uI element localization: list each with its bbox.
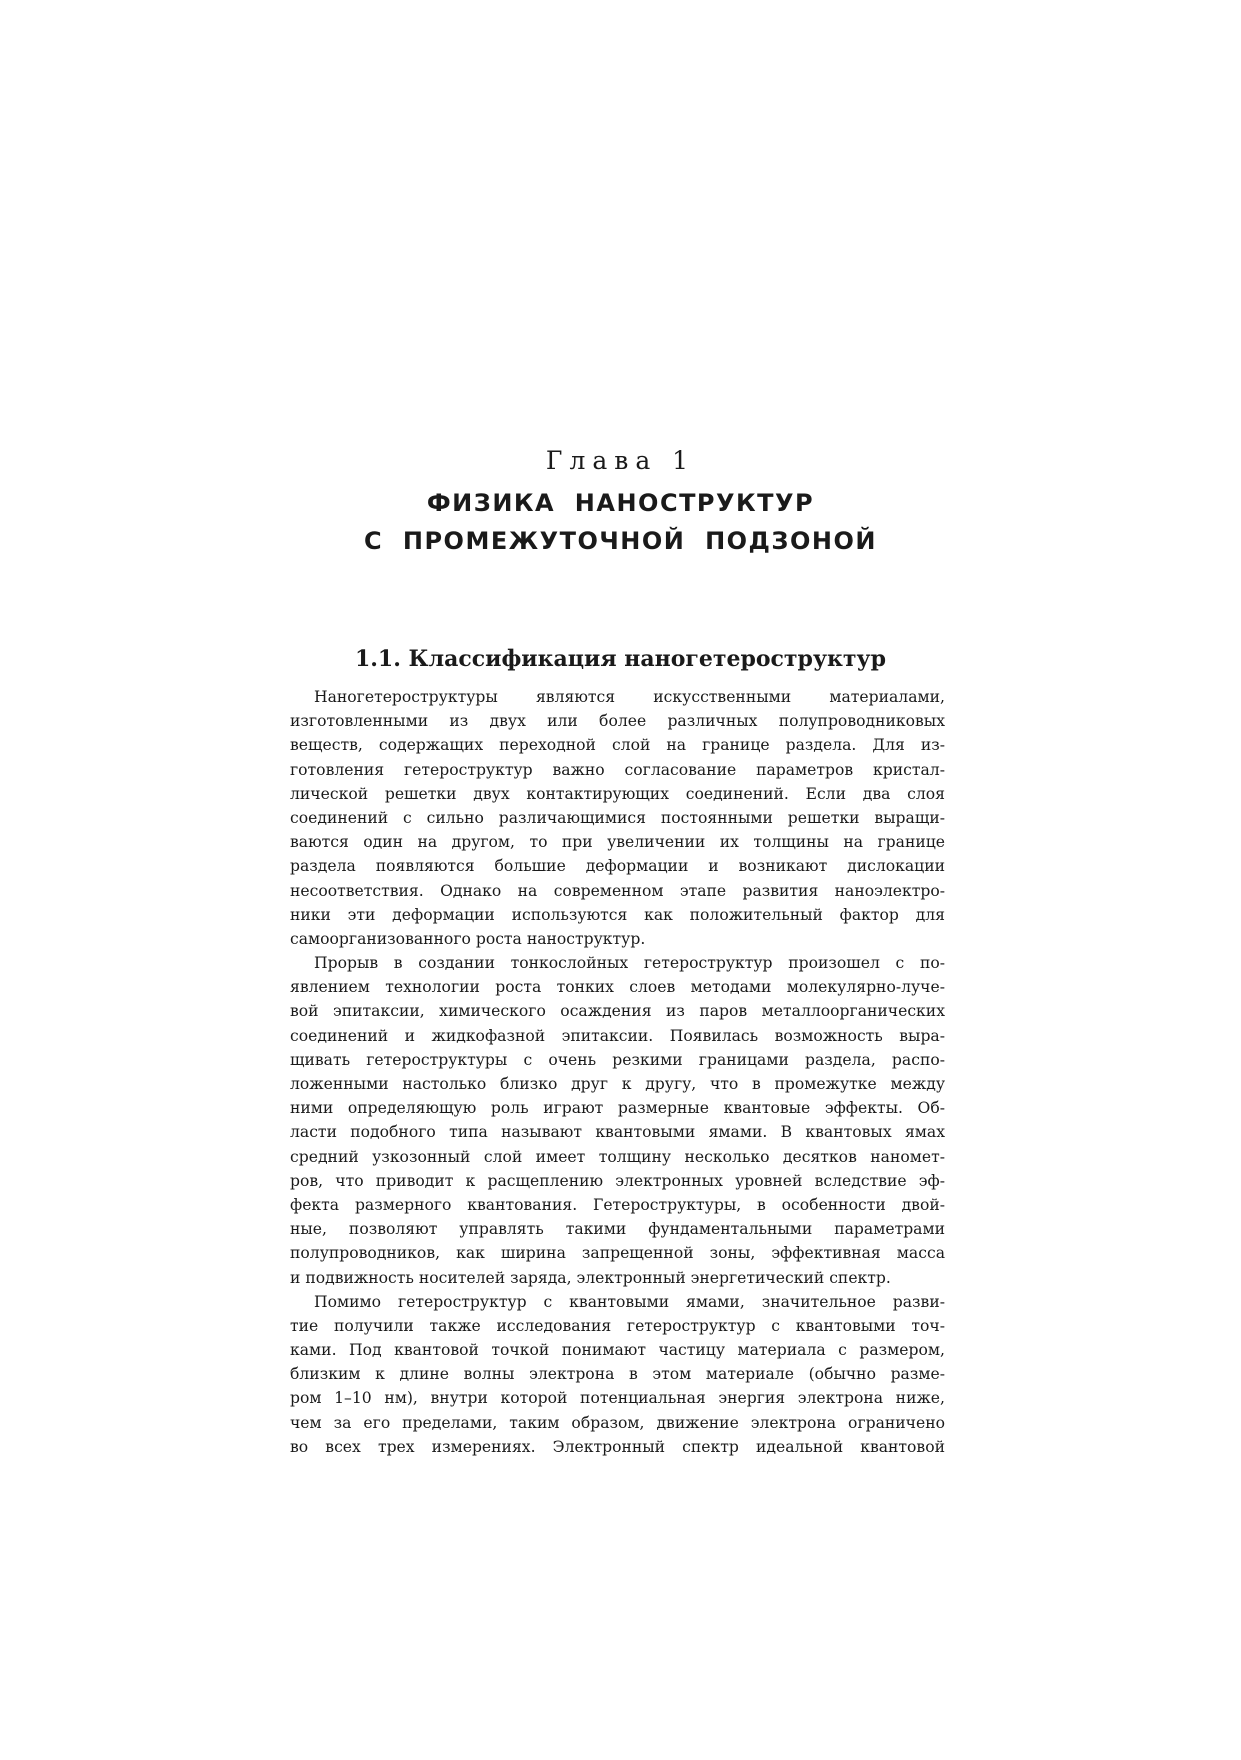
text-line: ров, что приводит к расщеплению электронных уровней вследствие эф- [290,1171,945,1190]
text-line: полупроводников, как ширина запрещенной зоны, эффективная масса [290,1244,945,1263]
paragraph [290,685,945,951]
text-line: ром 1–10 нм), внутри которой потенциальная энергия электрона ниже, [290,1389,945,1408]
text-line: соединений и жидкофазной эпитаксии. Появилась возможность выра- [290,1026,945,1045]
body-text [290,685,945,1459]
text-line: ваются один на другом, то при увеличении их толщины на границе [290,833,945,852]
text-line: веществ, содержащих переходной слой на границе раздела. Для из- [290,736,945,755]
text-line: чем за его пределами, таким образом, движение электрона ограничено [290,1413,945,1432]
text-line: изготовленными из двух или более различных полупроводниковых [290,712,945,731]
text-line: во всех трех измерениях. Электронный спектр идеальной квантовой [290,1437,945,1456]
text-line: Прорыв в создании тонкослойных гетероструктур произошел с по- [314,954,945,973]
text-line: Помимо гетероструктур с квантовыми ямами, значительное разви- [314,1292,945,1311]
chapter-title-line: С ПРОМЕЖУТОЧНОЙ ПОДЗОНОЙ [364,527,877,555]
chapter-title [0,484,1241,560]
text-line: ложенными настолько близко друг к другу, что в промежутке между [290,1075,945,1093]
text-line: вой эпитаксии, химического осаждения из паров металлоорганических [290,1002,945,1021]
text-line: готовления гетероструктур важно согласование параметров кристал- [290,760,945,779]
paragraph [290,951,945,1290]
text-line: ними определяющую роль играют размерные квантовые эффекты. Об- [290,1099,945,1118]
chapter-label: Глава 1 [545,446,696,475]
text-line: самоорганизованного роста наноструктур. [290,929,646,948]
text-line: лической решетки двух контактирующих соединений. Если два слоя [290,784,945,803]
text-line: несоответствия. Однако на современном этапе развития наноэлектро- [290,881,945,900]
chapter-title-line: ФИЗИКА НАНОСТРУКТУР [426,489,815,517]
paragraph [290,1290,945,1459]
text-line: ные, позволяют управлять такими фундаментальными параметрами [290,1220,945,1239]
text-line: средний узкозонный слой имеет толщину несколько десятков наномет- [290,1147,945,1166]
text-line: щивать гетероструктуры с очень резкими границами раздела, распо- [290,1050,945,1069]
text-line: явлением технологии роста тонких слоев методами молекулярно-луче- [290,978,945,997]
section-title: 1.1. Классификация наногетероструктур [354,646,887,672]
text-line: тие получили также исследования гетероструктур с квантовыми точ- [290,1316,945,1335]
text-line: и подвижность носителей заряда, электронный энергетический спектр. [290,1268,891,1287]
text-line: раздела появляются большие деформации и возникают дислокации [290,857,945,876]
text-line: Наногетероструктуры являются искусственными материалами, [314,688,945,706]
text-line: ками. Под квантовой точкой понимают частицу материала с размером, [290,1341,945,1360]
text-line: ласти подобного типа называют квантовыми ямами. В квантовых ямах [290,1123,945,1142]
text-line: близким к длине волны электрона в этом материале (обычно разме- [290,1365,945,1384]
text-line: соединений с сильно различающимися постоянными решетки выращи- [290,808,945,827]
text-line: фекта размерного квантования. Гетероструктуры, в особенности двой- [290,1195,945,1214]
text-line: ники эти деформации используются как положительный фактор для [290,905,945,924]
